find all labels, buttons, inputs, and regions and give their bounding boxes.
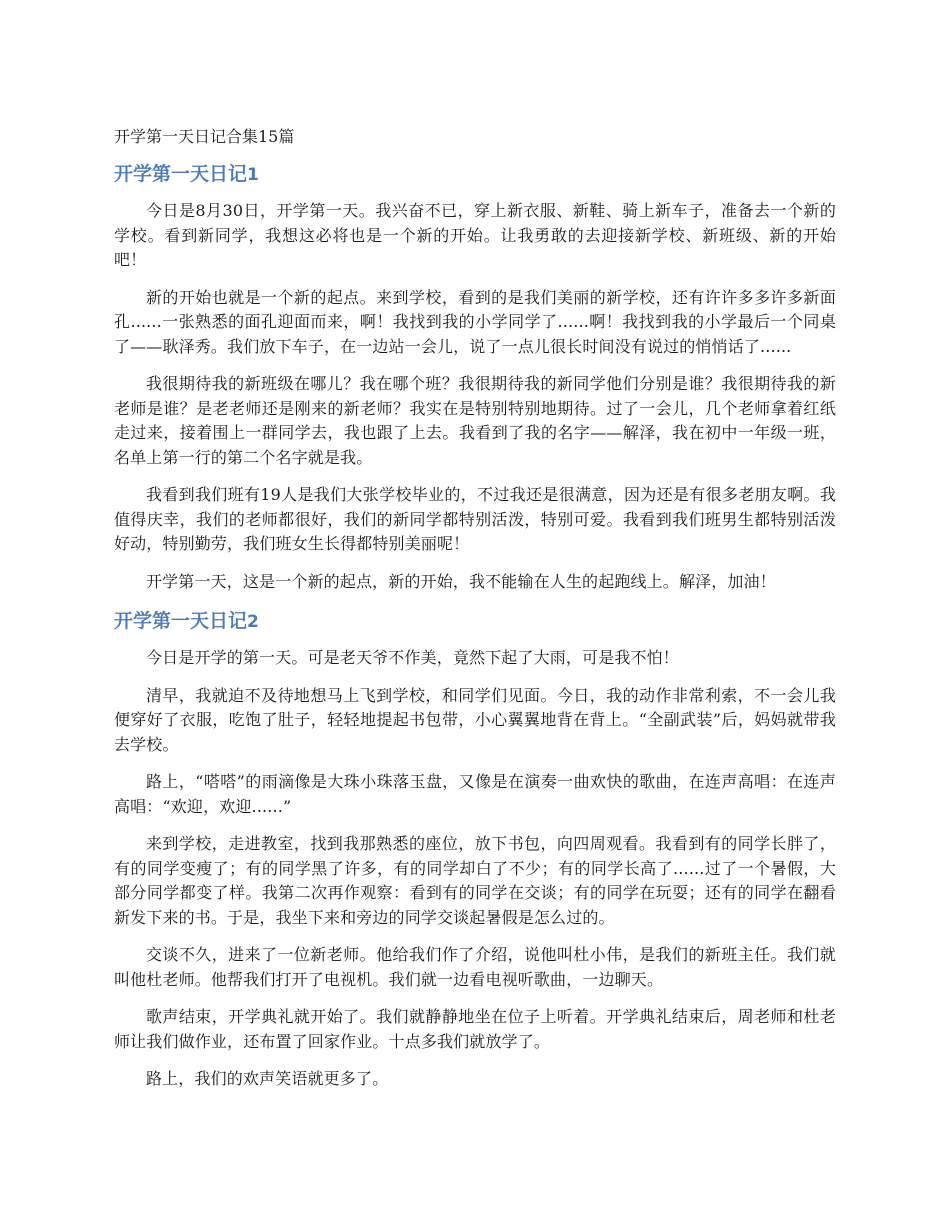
paragraph: 来到学校，走进教室，找到我那熟悉的座位，放下书包，向四周观看。我看到有的同学长胖了，有的同学变瘦了；有的同学黑了许多，有的同学却白了不少；有的同学长高了......过了一个暑假，大部分同学都变了样。我第二次再作观察：看到有的同学在交谈；有的同学在玩耍；还有的同学在翻看新发下来的书。于是，我坐下来和旁边的同学交谈起暑假是怎么过的。 xyxy=(114,834,836,927)
paragraph: 今日是8月30日，开学第一天。我兴奋不已，穿上新衣服、新鞋、骑上新车子，准备去一个新的学校。看到新同学，我想这必将也是一个新的开始。让我勇敢的去迎接新学校、新班级、新的开始吧！ xyxy=(114,201,836,269)
paragraph: 新的开始也就是一个新的起点。来到学校，看到的是我们美丽的新学校，还有许许多多许多新面孔......一张熟悉的面孔迎面而来，啊！我找到我的小学同学了......啊！我找到我的小学最后一个同桌了——耿泽秀。我们放下车子，在一边站一会儿，说了一点儿很长时间没有说过的悄悄话了...... xyxy=(114,287,836,356)
diary-section-2 xyxy=(114,607,836,1092)
paragraph: 歌声结束，开学典礼就开始了。我们就静静地坐在位子上听着。开学典礼结束后，周老师和杜老师让我们做作业，还布置了回家作业。十点多我们就放学了。 xyxy=(114,1007,836,1051)
section-number: 1 xyxy=(247,165,259,185)
document-page xyxy=(114,124,836,1105)
section-number: 2 xyxy=(247,612,259,632)
document-title: 开学第一天日记合集15篇 xyxy=(114,127,295,146)
paragraph: 我看到我们班有19人是我们大张学校毕业的，不过我还是很满意，因为还是有很多老朋友啊。我值得庆幸，我们的老师都很好，我们的新同学都特别活泼，特别可爱。我看到我们班男生都特别活泼好动，特别勤劳，我们班女生长得都特别美丽呢！ xyxy=(114,485,836,553)
section-heading xyxy=(114,160,836,189)
paragraph: 路上，“嗒嗒”的雨滴像是大珠小珠落玉盘，又像是在演奏一曲欢快的歌曲，在连声高唱：在连声高唱：“欢迎，欢迎......” xyxy=(114,772,836,816)
paragraph: 清早，我就迫不及待地想马上飞到学校，和同学们见面。今日，我的动作非常利索，不一会儿我便穿好了衣服，吃饱了肚子，轻轻地提起书包带，小心翼翼地背在背上。“全副武装”后，妈妈就带我去学校。 xyxy=(114,685,836,754)
paragraph: 我很期待我的新班级在哪儿？我在哪个班？我很期待我的新同学他们分别是谁？我很期待我的新老师是谁？是老老师还是刚来的新老师？我实在是特别特别地期待。过了一会儿，几个老师拿着红纸走过来，接着围上一群同学去，我也跟了上去。我看到了我的名字——解泽，我在初中一年级一班，名单上第一行的第二个名字就是我。 xyxy=(114,374,836,467)
section-heading-text: 开学第一天日记 xyxy=(114,610,248,632)
paragraph: 今日是开学的第一天。可是老天爷不作美，竟然下起了大雨，可是我不怕！ xyxy=(146,648,679,667)
diary-section-1 xyxy=(114,160,836,594)
paragraph: 路上，我们的欢声笑语就更多了。 xyxy=(146,1069,389,1088)
paragraph: 交谈不久，进来了一位新老师。他给我们作了介绍，说他叫杜小伟，是我们的新班主任。我们就叫他杜老师。他帮我们打开了电视机。我们就一边看电视听歌曲，一边聊天。 xyxy=(114,945,836,989)
section-heading-text: 开学第一天日记 xyxy=(114,163,248,185)
paragraph: 开学第一天，这是一个新的起点，新的开始，我不能输在人生的起跑线上。解泽，加油！ xyxy=(146,571,776,591)
section-heading xyxy=(114,607,836,636)
